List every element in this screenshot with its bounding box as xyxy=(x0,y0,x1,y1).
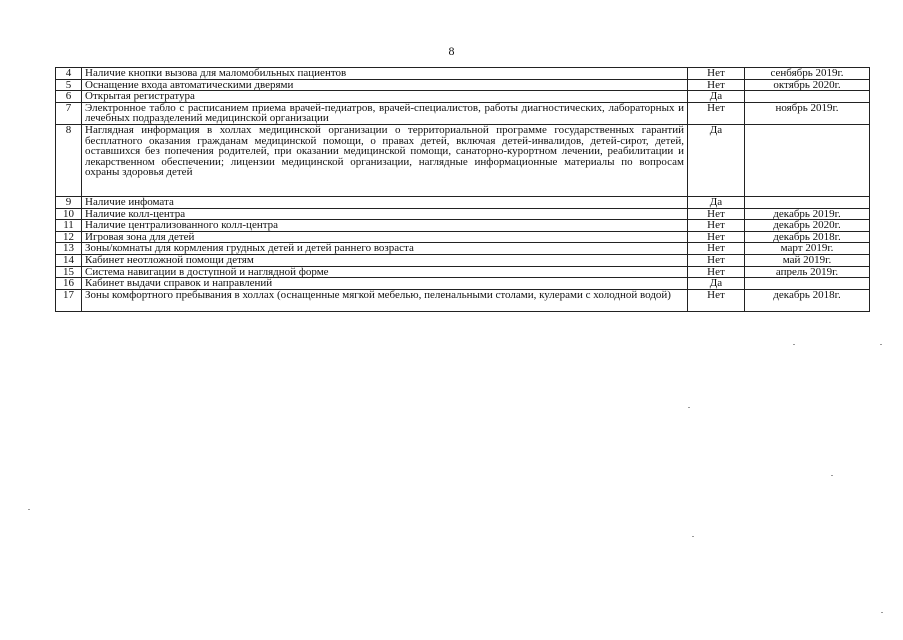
row-description: Наличие централизованного колл-центра xyxy=(82,220,688,232)
table-row xyxy=(56,220,870,232)
table-row xyxy=(56,231,870,243)
row-status: Нет xyxy=(688,68,745,80)
row-description: Наличие колл-центра xyxy=(82,208,688,220)
row-status: Нет xyxy=(688,79,745,91)
row-status: Нет xyxy=(688,266,745,278)
row-date: декабрь 2018г. xyxy=(745,231,870,243)
row-number: 9 xyxy=(56,196,82,208)
row-description: Игровая зона для детей xyxy=(82,231,688,243)
row-number: 8 xyxy=(56,124,82,196)
row-description: Система навигации в доступной и наглядной форме xyxy=(82,266,688,278)
row-description: Зоны комфортного пребывания в холлах (оснащенные мягкой мебелью, пеленальными столами, кулерами с холодной водой) xyxy=(82,289,688,311)
row-status: Нет xyxy=(688,243,745,255)
row-date: декабрь 2020г. xyxy=(745,220,870,232)
row-status: Нет xyxy=(688,231,745,243)
row-date: сенбябрь 2019г. xyxy=(745,68,870,80)
row-description: Наглядная информация в холлах медицинской организации о территориальной программе государственных гарантий бесплатного оказания гражданам медицинской помощи, о правах детей, включая детей-инвалидов, детей-сирот, детей, оставшихся без попечения родителей, при оказании медицинской помощи, санаторно-курортном лечении, реабилитации и лекарственном обеспечении; лицензии медицинской организации, наглядные информационные материалы по вопросам охраны здоровья детей xyxy=(82,124,688,196)
row-status: Да xyxy=(688,278,745,290)
row-description: Оснащение входа автоматическими дверями xyxy=(82,79,688,91)
row-status: Нет xyxy=(688,208,745,220)
table-row xyxy=(56,243,870,255)
row-number: 5 xyxy=(56,79,82,91)
row-number: 10 xyxy=(56,208,82,220)
row-date xyxy=(745,91,870,103)
row-number: 15 xyxy=(56,266,82,278)
table-row xyxy=(56,79,870,91)
row-description: Кабинет выдачи справок и направлений xyxy=(82,278,688,290)
table-body xyxy=(56,68,870,312)
table-row xyxy=(56,254,870,266)
row-number: 6 xyxy=(56,91,82,103)
row-date: декабрь 2018г. xyxy=(745,289,870,311)
measures-table xyxy=(55,67,870,312)
row-number: 14 xyxy=(56,254,82,266)
row-description: Кабинет неотложной помощи детям xyxy=(82,254,688,266)
row-description: Наличие инфомата xyxy=(82,196,688,208)
row-description: Наличие кнопки вызова для маломобильных пациентов xyxy=(82,68,688,80)
row-status: Нет xyxy=(688,289,745,311)
row-number: 7 xyxy=(56,102,82,124)
table-row xyxy=(56,278,870,290)
table-row xyxy=(56,124,870,196)
table-row xyxy=(56,266,870,278)
page-number: 8 xyxy=(448,44,455,58)
row-status: Нет xyxy=(688,254,745,266)
row-status: Нет xyxy=(688,220,745,232)
table-row xyxy=(56,289,870,311)
table-row xyxy=(56,68,870,80)
row-date xyxy=(745,124,870,196)
row-date: ноябрь 2019г. xyxy=(745,102,870,124)
row-date: декабрь 2019г. xyxy=(745,208,870,220)
table-row xyxy=(56,196,870,208)
row-number: 16 xyxy=(56,278,82,290)
row-description: Зоны/комнаты для кормления грудных детей и детей раннего возраста xyxy=(82,243,688,255)
row-status: Нет xyxy=(688,102,745,124)
row-status: Да xyxy=(688,196,745,208)
row-date: март 2019г. xyxy=(745,243,870,255)
table-row xyxy=(56,208,870,220)
row-status: Да xyxy=(688,91,745,103)
row-date xyxy=(745,196,870,208)
row-number: 12 xyxy=(56,231,82,243)
row-description: Открытая регистратура xyxy=(82,91,688,103)
table-row xyxy=(56,102,870,124)
row-date: апрель 2019г. xyxy=(745,266,870,278)
row-date xyxy=(745,278,870,290)
row-number: 17 xyxy=(56,289,82,311)
row-number: 11 xyxy=(56,220,82,232)
row-number: 4 xyxy=(56,68,82,80)
row-description: Электронное табло с расписанием приема врачей-педиатров, врачей-специалистов, работы диагностических, лабораторных и лечебных подразделений медицинской организации xyxy=(82,102,688,124)
row-number: 13 xyxy=(56,243,82,255)
row-date: май 2019г. xyxy=(745,254,870,266)
table-row xyxy=(56,91,870,103)
row-date: октябрь 2020г. xyxy=(745,79,870,91)
row-status: Да xyxy=(688,124,745,196)
